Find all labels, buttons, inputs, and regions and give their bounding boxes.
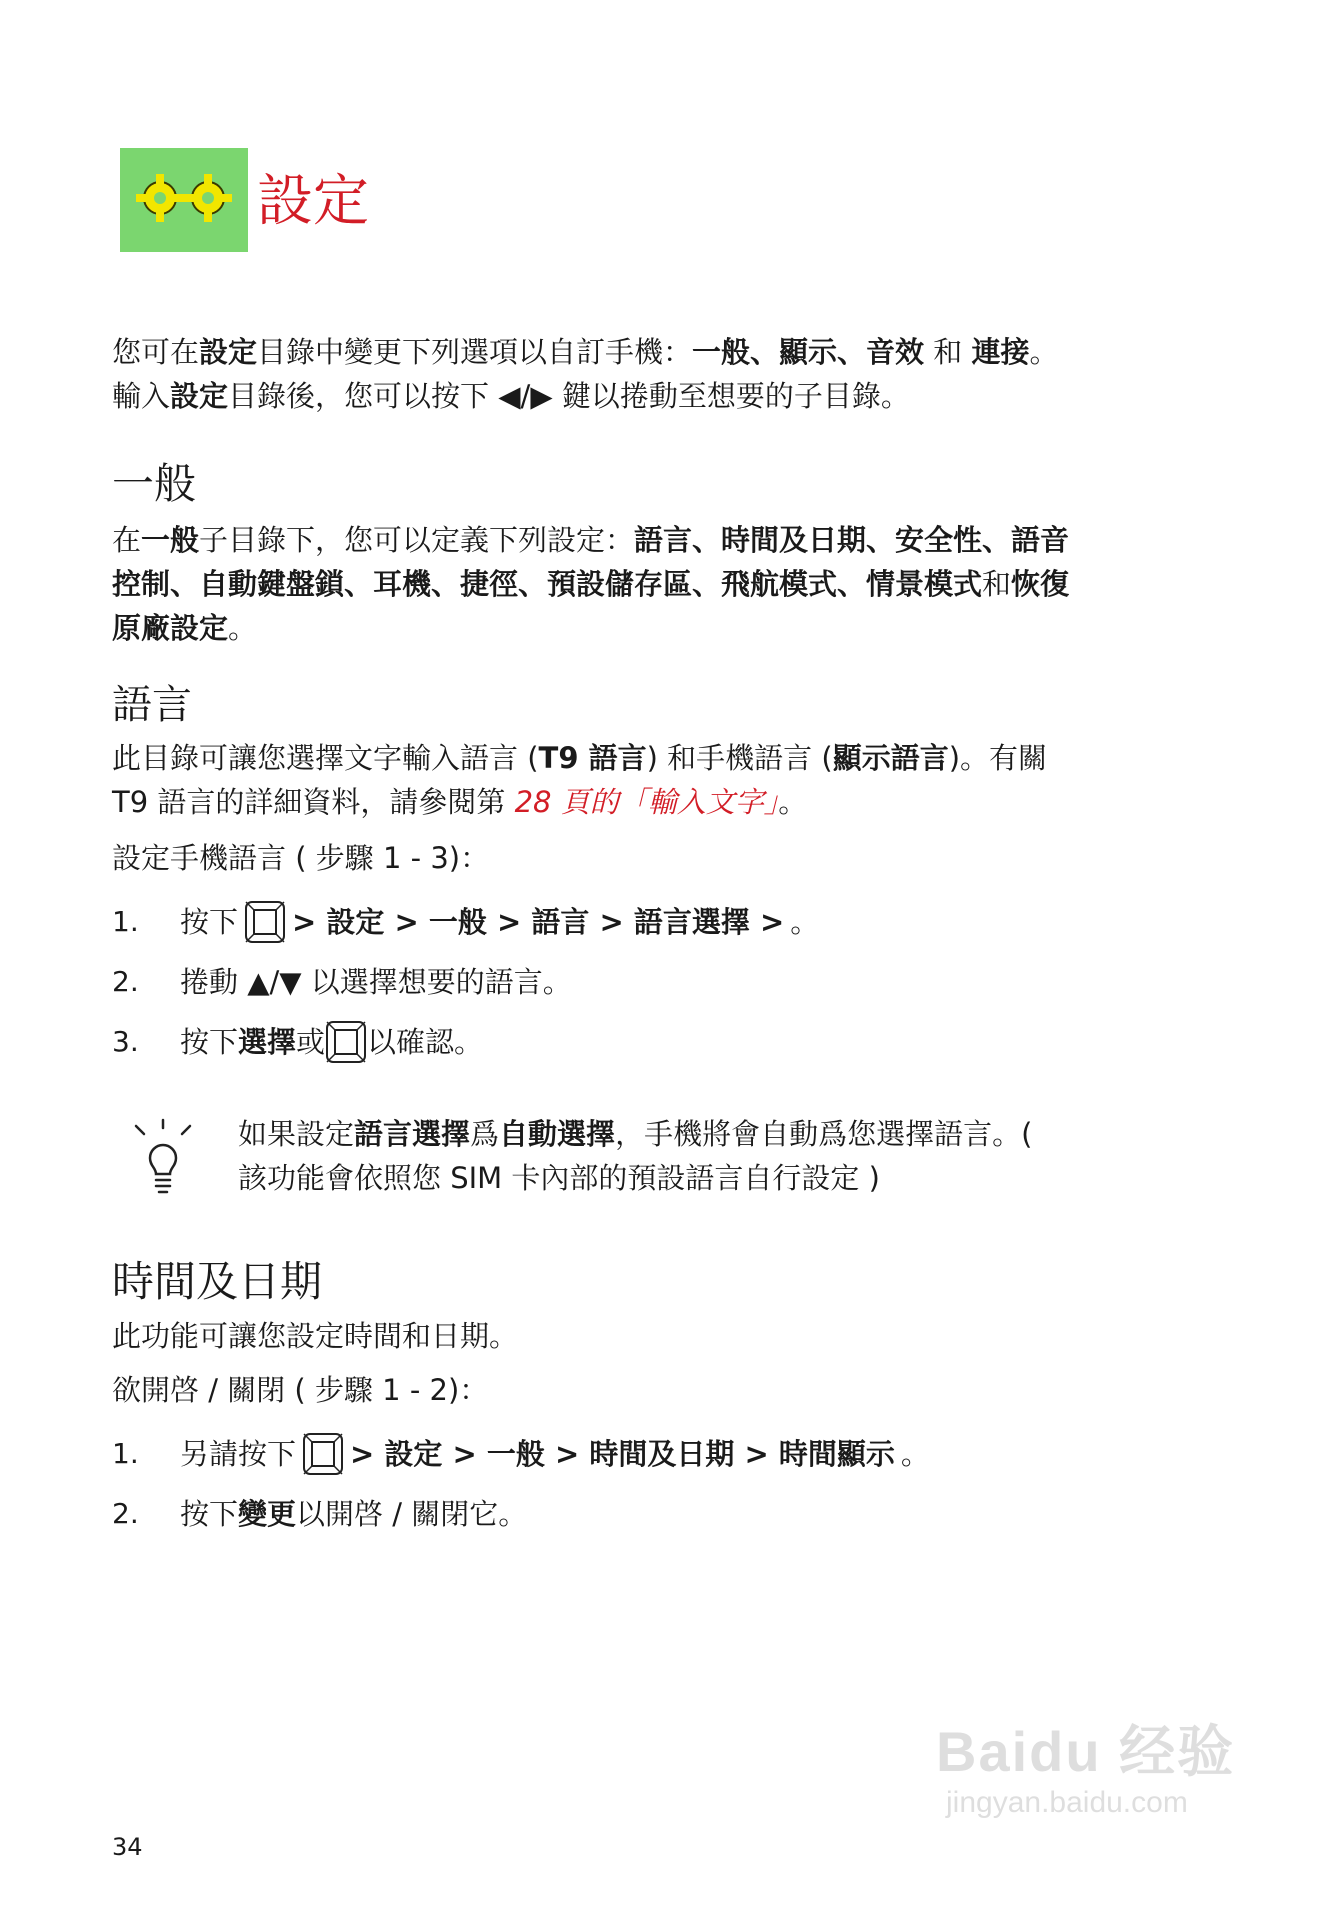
settings-gears-icon: [120, 148, 248, 252]
step-number: 1.: [112, 1437, 139, 1470]
watermark-url: jingyan.baidu.com: [946, 1786, 1188, 1819]
language-step-1: 按下 > 設定 > 一般 > 語言 > 語言選擇 > 。: [180, 900, 819, 944]
datetime-steps-intro: 欲開啓 / 關閉 ( 步驟 1 - 2)：: [112, 1373, 489, 1407]
intro-line-1: 您可在設定目錄中變更下列選項以自訂手機：一般、顯示、音效 和 連接。: [112, 335, 1059, 369]
tip-line-1: 如果設定語言選擇爲自動選擇，手機將會自動爲您選擇語言。(: [238, 1117, 1033, 1151]
language-line-1: 此目錄可讓您選擇文字輸入語言 (T9 語言) 和手機語言 (顯示語言)。有關: [112, 741, 1048, 775]
center-key-icon: [244, 900, 286, 944]
language-step-3: 按下 選擇 或 以確認。: [180, 1020, 483, 1064]
page-number: 34: [112, 1833, 143, 1861]
section-heading-language: 語言: [112, 682, 192, 728]
center-key-icon: [325, 1020, 367, 1064]
reference-link[interactable]: 28 頁的「輸入文字」: [514, 785, 779, 819]
datetime-step-1: 另請按下 > 設定 > 一般 > 時間及日期 > 時間顯示 。: [180, 1432, 930, 1476]
lightbulb-icon: [130, 1118, 196, 1198]
intro-line-2: 輸入設定目錄後，您可以按下 ◀/▶ 鍵以捲動至想要的子目錄。: [112, 379, 910, 413]
datetime-line-1: 此功能可讓您設定時間和日期。: [112, 1319, 519, 1353]
tip-line-2: 該功能會依照您 SIM 卡內部的預設語言自行設定 ): [238, 1161, 880, 1195]
general-line-2: 控制、自動鍵盤鎖、耳機、捷徑、預設儲存區、飛航模式、情景模式和恢復: [112, 567, 1070, 601]
center-key-icon: [302, 1432, 344, 1476]
datetime-step-2: 按下 變更 以開啓 / 關閉它。: [180, 1497, 528, 1531]
general-line-3: 原廠設定。: [112, 611, 258, 645]
step-number: 1.: [112, 905, 139, 938]
step-number: 2.: [112, 965, 139, 998]
section-heading-general: 一般: [112, 459, 197, 508]
step-number: 3.: [112, 1025, 139, 1058]
watermark-logo: Baidu 经验: [936, 1720, 1236, 1783]
general-line-1: 在一般子目錄下，您可以定義下列設定：語言、時間及日期、安全性、語音: [112, 523, 1070, 557]
baidu-watermark: [936, 1720, 1256, 1880]
language-steps-intro: 設定手機語言 ( 步驟 1 - 3)：: [112, 841, 490, 875]
section-heading-datetime: 時間及日期: [112, 1257, 323, 1306]
page-title: 設定: [257, 169, 369, 234]
language-line-2: T9 語言的詳細資料，請參閱第 28 頁的「輸入文字」。: [112, 785, 808, 819]
language-step-2: 捲動 ▲/▼ 以選擇想要的語言。: [180, 965, 572, 999]
step-number: 2.: [112, 1497, 139, 1530]
